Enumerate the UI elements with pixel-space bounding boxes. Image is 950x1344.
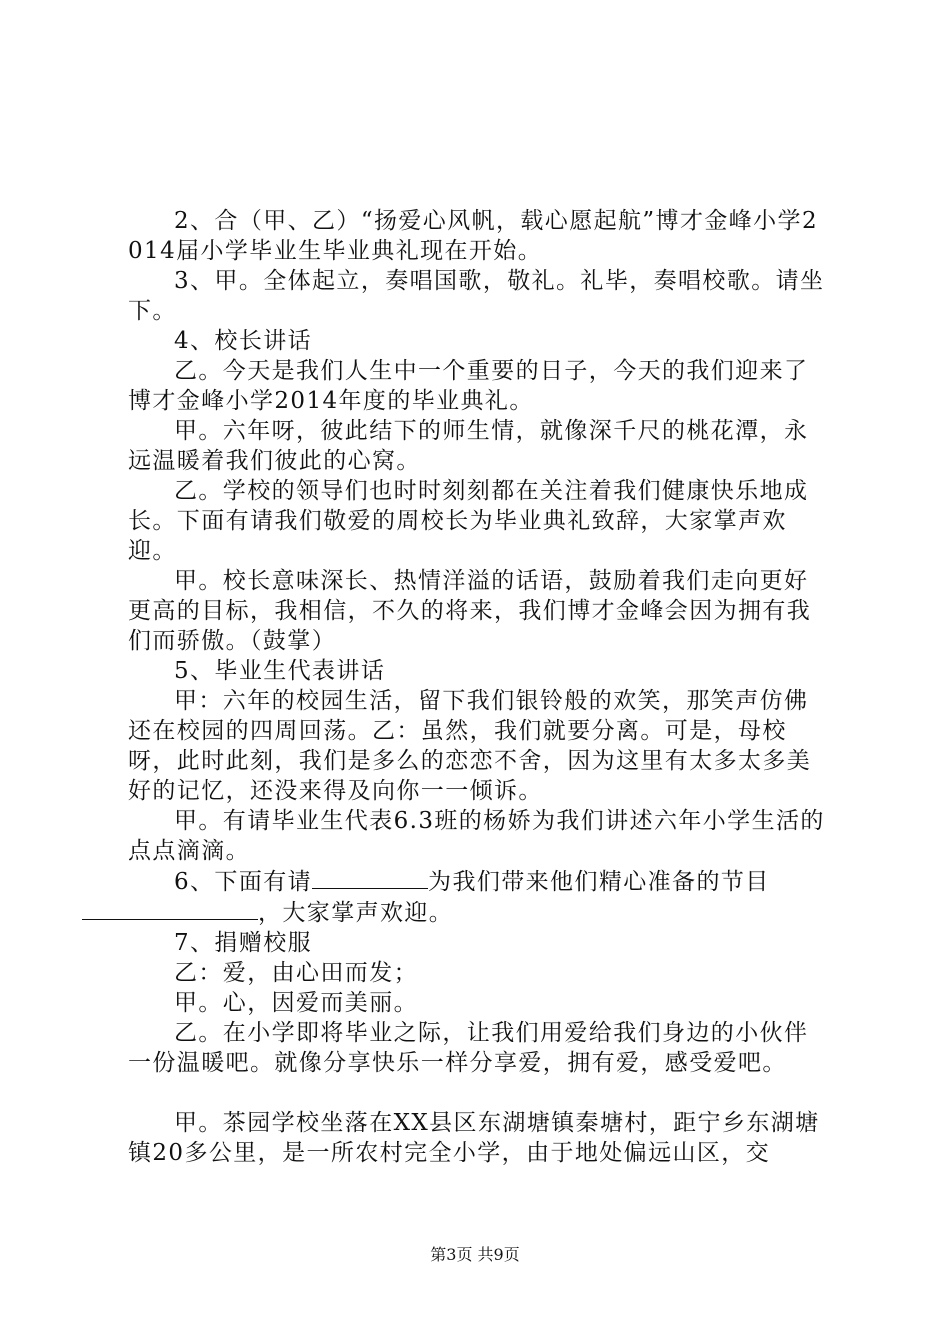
paragraph-gap	[128, 1078, 828, 1108]
paragraph-anthem: 3、甲。全体起立，奏唱国歌，敬礼。礼毕，奏唱校歌。请坐下。	[128, 268, 825, 324]
page-footer: 第3页 共9页	[430, 1245, 520, 1264]
paragraph-jia-2: 甲。校长意味深长、热情洋溢的话语，鼓励着我们走向更好更高的目标，我相信，不久的将来，我们博才金峰会因为拥有我们而骄傲。（鼓掌）	[128, 568, 812, 654]
paragraph-yi-4: 乙。在小学即将毕业之际，让我们用爱给我们身边的小伙伴一份温暖吧。就像分享快乐一样分享爱，拥有爱，感受爱吧。	[128, 1020, 809, 1076]
blank-line-performer	[312, 866, 428, 889]
performance-text-3: ，大家掌声欢迎。	[258, 900, 454, 926]
paragraph-jia-5: 甲。心，因爱而美丽。	[174, 990, 418, 1016]
paragraph-uniform-heading: 7、捐赠校服	[174, 930, 313, 956]
performance-text-2: 为我们带来他们精心准备的节目	[428, 869, 770, 895]
paragraph-jia-1: 甲。六年呀，彼此结下的师生情，就像深千尺的桃花潭，永远温暖着我们彼此的心窝。	[128, 418, 809, 474]
paragraph-performance	[128, 866, 828, 928]
paragraph-jia-6: 甲。茶园学校坐落在XX县区东湖塘镇秦塘村，距宁乡东湖塘镇20多公里，是一所农村完全小学，由于地处偏远山区，交	[128, 1110, 820, 1166]
paragraph-yi-2: 乙。学校的领导们也时时刻刻都在关注着我们健康快乐地成长。下面有请我们敬爱的周校长为毕业典礼致辞，大家掌声欢迎。	[128, 478, 809, 564]
blank-line-program	[82, 897, 258, 920]
paragraph-graduate-heading: 5、毕业生代表讲话	[174, 658, 386, 684]
paragraph-jia-3: 甲：六年的校园生活，留下我们银铃般的欢笑，那笑声仿佛还在校园的四周回荡。乙：虽然，我们就要分离。可是，母校呀，此时此刻，我们是多么的恋恋不舍，因为这里有太多太多美好的记忆，还没来得及向你一一倾诉。	[128, 688, 812, 804]
performance-text-1: 6、下面有请	[174, 869, 313, 895]
paragraph-principal-heading: 4、校长讲话	[174, 328, 313, 354]
paragraph-yi-3: 乙：爱，由心田而发；	[174, 960, 418, 986]
paragraph-yi-1: 乙。今天是我们人生中一个重要的日子，今天的我们迎来了博才金峰小学2014年度的毕业典礼。	[128, 358, 809, 414]
paragraph-opening: 2、合（甲、乙）“扬爱心风帆，载心愿起航”博才金峰小学2014届小学毕业生毕业典礼现在开始。	[128, 208, 818, 264]
paragraph-jia-4: 甲。有请毕业生代表6.3班的杨娇为我们讲述六年小学生活的点点滴滴。	[128, 808, 825, 864]
body-text	[128, 206, 828, 1168]
